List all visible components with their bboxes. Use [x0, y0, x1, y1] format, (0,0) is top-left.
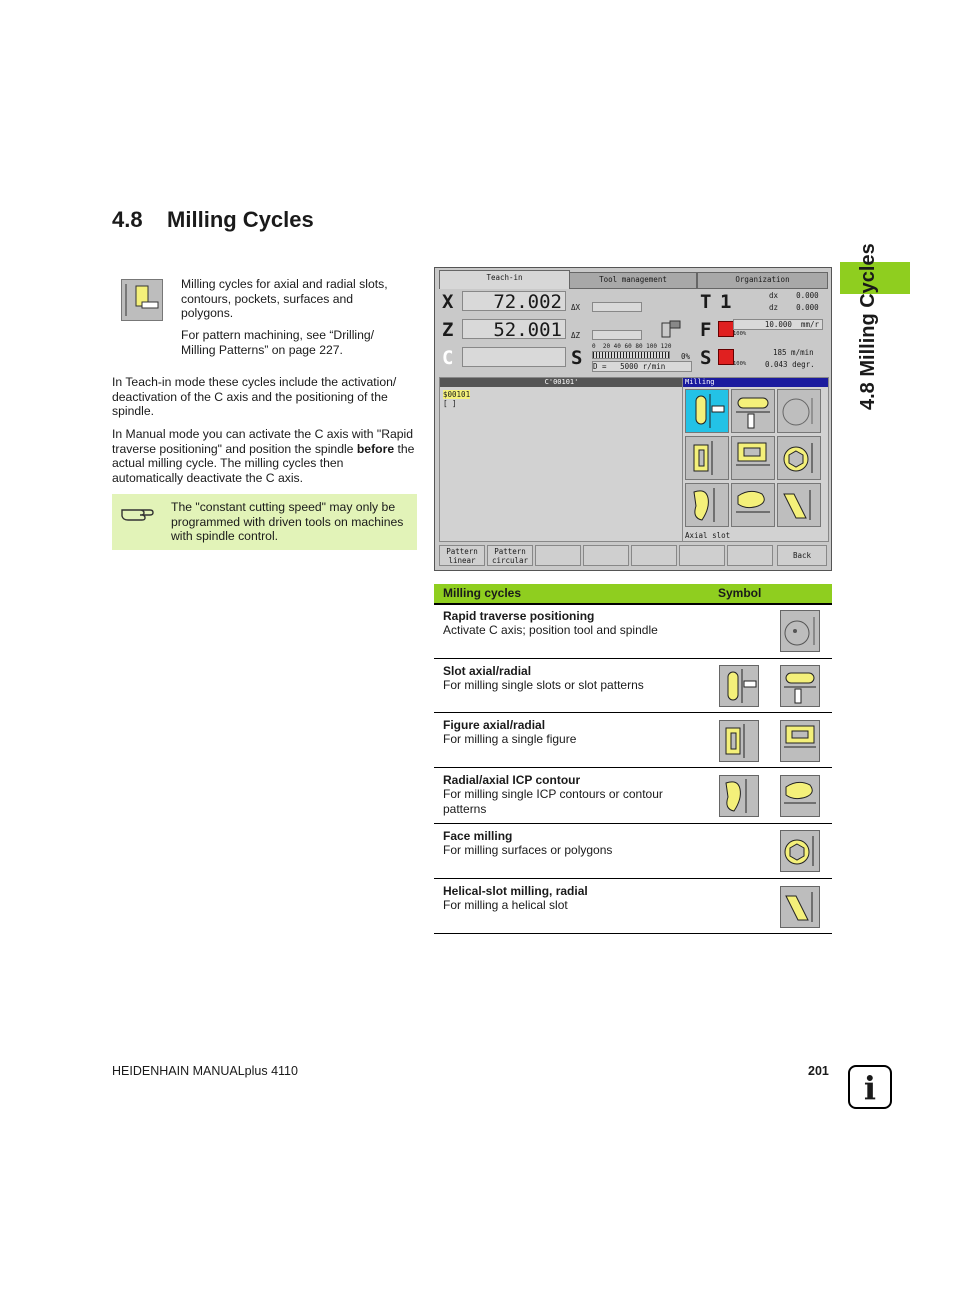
softkey-pattern-circular[interactable]: Pattern circular — [487, 545, 533, 566]
x-axis-letter: X — [442, 291, 454, 313]
row-divider — [434, 823, 832, 824]
feed-letter: F — [700, 319, 712, 341]
feed-override-pct: 100% — [733, 331, 747, 337]
cycle-figure-axial[interactable] — [685, 436, 729, 480]
table-row — [443, 664, 703, 693]
row-description: For milling single ICP contours or contour patterns — [443, 787, 663, 816]
row-divider — [434, 712, 832, 713]
delta-z-label: ΔZ — [571, 331, 581, 340]
cycle-radial-slot[interactable] — [731, 389, 775, 433]
figure-axial-icon — [719, 720, 759, 762]
cycle-helical-slot[interactable] — [777, 483, 821, 527]
table-header — [434, 584, 832, 605]
z-axis-value: 52.001 — [462, 319, 566, 339]
feed-value: 10.000 mm/r — [733, 319, 823, 330]
spindle-readout: D = 5000 r/min — [592, 361, 692, 372]
table-row — [443, 884, 703, 913]
row-title: Radial/axial ICP contour — [443, 773, 581, 787]
row-divider — [434, 878, 832, 879]
row-title: Figure axial/radial — [443, 718, 546, 732]
intro-paragraph-2: For pattern machining, see “Drilling/ Milling Patterns” on page 227. — [181, 328, 375, 357]
figure-radial-icon — [780, 720, 820, 762]
c-axis-field — [462, 347, 566, 367]
row-title: Face milling — [443, 829, 513, 843]
cycle-axial-slot[interactable] — [685, 389, 729, 433]
program-title: C'00101' — [440, 378, 683, 387]
note-text: The "constant cutting speed" may only be programmed with driven tools on machines with spindle control. — [171, 500, 404, 543]
row-description: Activate C axis; position tool and spindle — [443, 623, 658, 637]
cutting-speed: 185 m/min — [773, 348, 814, 357]
intro-paragraph-1: Milling cycles for axial and radial slots, contours, pockets, surfaces and polygons. — [181, 277, 388, 320]
milling-menu-panel — [682, 377, 829, 542]
softkey-empty-7[interactable] — [727, 545, 773, 566]
table-row — [443, 718, 703, 747]
spindle-degrees: 0.043 degr. — [765, 360, 815, 369]
z-axis-letter: Z — [442, 319, 454, 341]
x-axis-value: 72.002 — [462, 291, 566, 311]
c-axis-letter: C — [442, 347, 454, 369]
rapid-traverse-icon — [780, 610, 820, 652]
pointing-hand-icon — [120, 502, 154, 524]
slot-axial-icon — [719, 665, 759, 707]
delta-z-field — [592, 330, 642, 340]
row-description: For milling a helical slot — [443, 898, 568, 912]
icp-axial-icon — [719, 775, 759, 817]
speed-letter: S — [700, 347, 712, 369]
row-description: For milling surfaces or polygons — [443, 843, 613, 857]
page-number: 201 — [808, 1064, 829, 1078]
feed-override-icon — [718, 321, 734, 337]
row-description: For milling a single figure — [443, 732, 577, 746]
softkey-empty-4[interactable] — [583, 545, 629, 566]
spindle-load-bar — [592, 351, 670, 359]
spindle-scale: 0 20 40 60 80 100 120 — [592, 343, 672, 350]
cycle-rapid-traverse[interactable] — [777, 389, 821, 433]
speed-override-pct: 100% — [733, 361, 747, 367]
cycle-figure-radial[interactable] — [731, 436, 775, 480]
teach-in-paragraph: In Teach-in mode these cycles include the activation/ deactivation of the C axis and the positioning of the spindle. — [112, 375, 397, 418]
tab-teach-in[interactable]: Teach-in — [439, 270, 570, 289]
helical-slot-icon — [780, 886, 820, 928]
spindle-percent: 0% — [681, 352, 691, 361]
tab-tool-management[interactable]: Tool management — [569, 272, 697, 289]
header-milling-cycles: Milling cycles — [443, 586, 522, 600]
cycle-icp-radial[interactable] — [731, 483, 775, 527]
milling-menu-title: Milling — [683, 378, 828, 387]
tool-dx: dx 0.000 — [769, 291, 819, 300]
program-line-1[interactable]: $00101 — [443, 390, 471, 399]
row-divider — [434, 767, 832, 768]
milling-caption: Axial slot — [685, 531, 731, 540]
delta-x-label: ΔX — [571, 303, 581, 312]
tool-number: 1 — [720, 291, 732, 313]
softkey-back[interactable]: Back — [777, 545, 827, 566]
row-title: Rapid traverse positioning — [443, 609, 595, 623]
icp-radial-icon — [780, 775, 820, 817]
side-tab-title: 4.8 Milling Cycles — [857, 243, 879, 410]
softkey-empty-6[interactable] — [679, 545, 725, 566]
tool-holder-icon — [661, 320, 681, 338]
slot-radial-icon — [780, 665, 820, 707]
cycle-icp-axial[interactable] — [685, 483, 729, 527]
softkey-empty-5[interactable] — [631, 545, 677, 566]
manual-mode-paragraph: In Manual mode you can activate the C axis with "Rapid traverse positioning" and position the spindle before the actual milling cycle. The milling cycles then automatically deactivate the C axis. — [112, 427, 415, 485]
softkey-pattern-linear[interactable]: Pattern linear — [439, 545, 485, 566]
tool-dz: dz 0.000 — [769, 303, 819, 312]
face-milling-icon — [780, 830, 820, 872]
milling-cycle-icon — [121, 279, 163, 321]
tab-organization[interactable]: Organization — [697, 272, 828, 289]
table-row — [443, 829, 703, 858]
section-heading: 4.8 Milling Cycles — [112, 207, 314, 232]
speed-override-icon — [718, 349, 734, 365]
tool-letter: T — [700, 291, 712, 313]
info-icon: i — [848, 1065, 892, 1109]
row-title: Helical-slot milling, radial — [443, 884, 588, 898]
spindle-letter: S — [571, 347, 583, 369]
header-symbol: Symbol — [718, 586, 762, 600]
row-divider — [434, 658, 832, 659]
softkey-empty-3[interactable] — [535, 545, 581, 566]
footer-product: HEIDENHAIN MANUALplus 4110 — [112, 1064, 298, 1078]
control-screenshot — [434, 267, 832, 571]
program-line-2[interactable]: [ ] — [443, 399, 457, 408]
row-divider — [434, 933, 832, 934]
program-panel — [439, 377, 684, 542]
row-title: Slot axial/radial — [443, 664, 532, 678]
table-row — [443, 773, 703, 816]
delta-x-field — [592, 302, 642, 312]
table-row — [443, 609, 703, 638]
cycle-face-milling[interactable] — [777, 436, 821, 480]
row-description: For milling single slots or slot patterns — [443, 678, 644, 692]
